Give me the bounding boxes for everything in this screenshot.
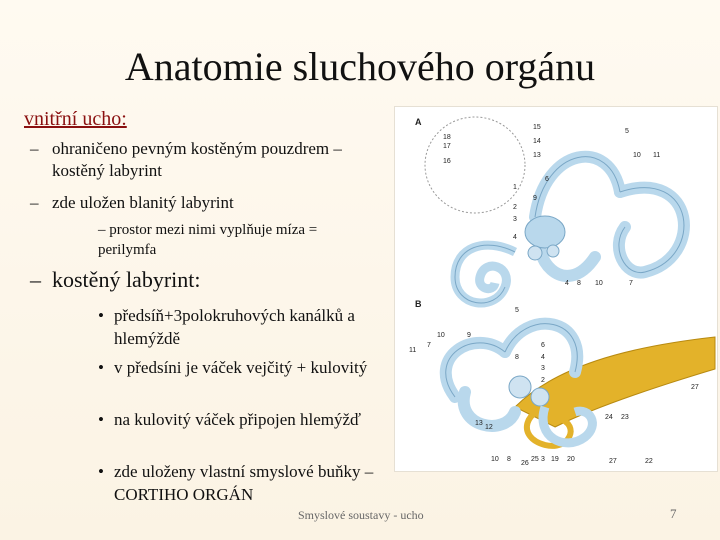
slide-title: Anatomie sluchového orgánu xyxy=(124,44,596,89)
label: 26 xyxy=(521,460,529,467)
bullet-item xyxy=(98,304,398,350)
label: 25 xyxy=(531,456,539,463)
vestibule-b xyxy=(509,376,531,398)
bullet-marker: • xyxy=(98,462,104,481)
label: 13 xyxy=(475,420,483,427)
bullet-text: v předsíni je váček vejčitý + kulovitý xyxy=(114,358,368,377)
bullet-marker: • xyxy=(98,358,104,377)
label: 3 xyxy=(541,365,545,372)
point-text: ohraničeno pevným kostěným pouzdrem – kostěný labyrint xyxy=(52,139,342,180)
label: 3 xyxy=(541,456,545,463)
point-text: zde uložen blanitý labyrint xyxy=(52,193,234,212)
label: 4 xyxy=(565,280,569,287)
label: 9 xyxy=(467,332,471,339)
bullet-text: předsíň+3polokruhových kanálků a hlemýždě xyxy=(114,306,355,348)
dash-marker: – xyxy=(30,193,39,212)
label: 23 xyxy=(621,414,629,421)
label: 22 xyxy=(645,458,653,465)
label: 11 xyxy=(409,347,417,354)
bullet-item xyxy=(98,460,398,506)
label: 4 xyxy=(513,234,517,241)
label: 8 xyxy=(515,354,519,361)
bullet-text: na kulovitý váček připojen hlemýžď xyxy=(114,410,362,429)
label: 6 xyxy=(545,176,549,183)
subheading: vnitřní ucho: xyxy=(24,108,127,130)
label: 8 xyxy=(507,456,511,463)
label: 4 xyxy=(541,354,545,361)
label: 13 xyxy=(533,152,541,159)
point-item xyxy=(30,192,370,214)
label: 18 xyxy=(443,134,451,141)
label: 5 xyxy=(625,128,629,135)
subpoint-text: – prostor mezi nimi vyplňuje míza = perilymfa xyxy=(98,222,318,258)
page-number: 7 xyxy=(670,506,677,521)
outline-sketch xyxy=(425,117,525,213)
dash-marker: – xyxy=(30,267,41,292)
label: 5 xyxy=(515,307,519,314)
bullet-item xyxy=(98,408,398,431)
label: 3 xyxy=(513,216,517,223)
label: 1 xyxy=(513,184,517,191)
bullet-item xyxy=(98,356,398,379)
label: 20 xyxy=(567,456,575,463)
label: 27 xyxy=(609,458,617,465)
bullet-text: zde uloženy vlastní smyslové buňky – CORTIHO ORGÁN xyxy=(114,462,374,504)
label: 7 xyxy=(629,280,633,287)
vestibule-a xyxy=(525,216,565,248)
section-heading xyxy=(30,266,370,294)
bullet-marker: • xyxy=(98,410,104,429)
slide-footer: Smyslové soustavy - ucho xyxy=(298,508,424,522)
label: 15 xyxy=(533,124,541,131)
semicircular-canals-a xyxy=(535,157,684,276)
point-item xyxy=(30,138,370,182)
labyrinth-diagram xyxy=(395,107,717,471)
panel-a-label: A xyxy=(415,117,422,127)
label: 10 xyxy=(437,332,445,339)
inner-ear-illustration xyxy=(394,106,718,472)
label: 2 xyxy=(541,377,545,384)
label: 8 xyxy=(577,280,581,287)
label: 10 xyxy=(491,456,499,463)
label: 17 xyxy=(443,143,451,150)
panel-b-label: B xyxy=(415,299,422,309)
bullet-marker: • xyxy=(98,306,104,325)
label: 10 xyxy=(595,280,603,287)
label: 9 xyxy=(533,195,537,202)
label: 16 xyxy=(443,158,451,165)
label: 11 xyxy=(653,152,661,159)
section-text: kostěný labyrint: xyxy=(52,267,201,292)
dash-marker: – xyxy=(30,139,39,158)
label: 12 xyxy=(485,424,493,431)
label: 27 xyxy=(691,384,699,391)
label: 14 xyxy=(533,138,541,145)
label: 7 xyxy=(427,342,431,349)
label: 24 xyxy=(605,414,613,421)
label: 19 xyxy=(551,456,559,463)
label: 6 xyxy=(541,342,545,349)
label: 2 xyxy=(513,204,517,211)
label: 10 xyxy=(633,152,641,159)
